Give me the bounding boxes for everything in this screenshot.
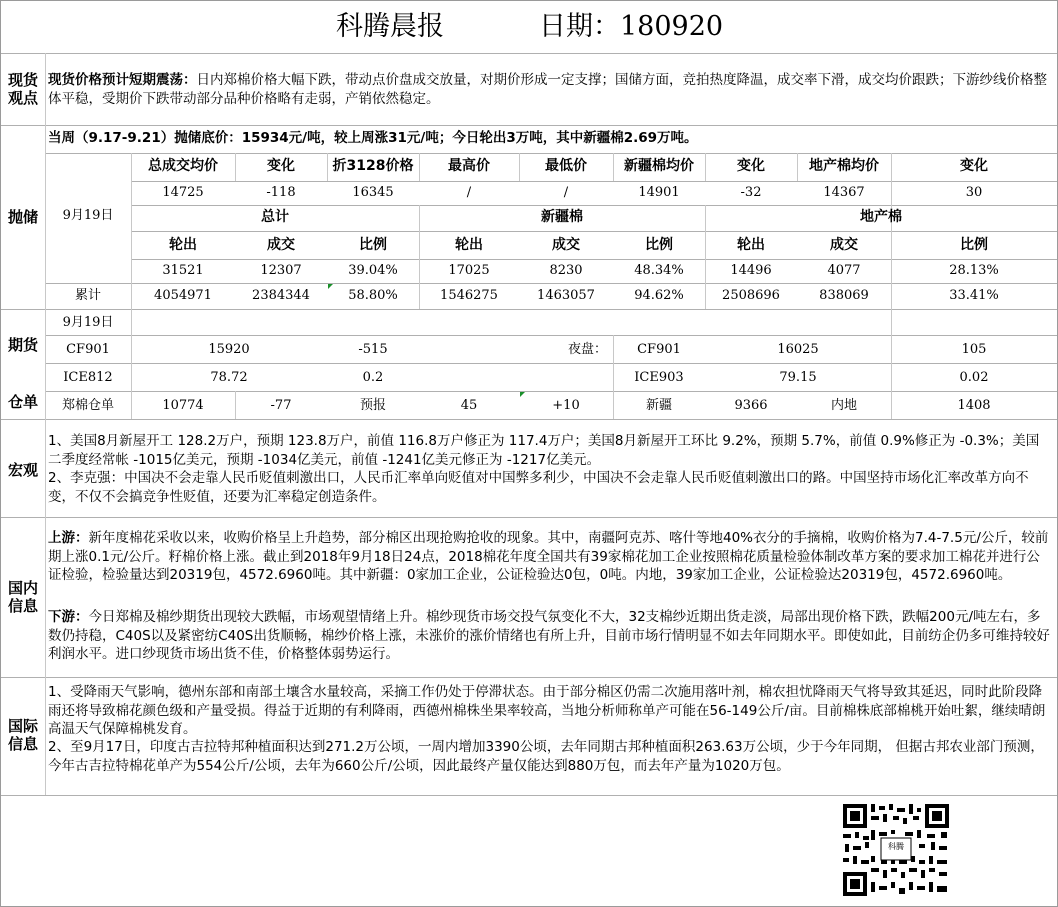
grid-line xyxy=(1,795,1057,796)
header-change: 变化 xyxy=(737,158,765,174)
header-total-avg-price: 总成交均价 xyxy=(148,158,218,174)
night-change: 105 xyxy=(961,342,987,357)
daily-local-offered: 14496 xyxy=(730,263,772,278)
xinjiang-receipts: 9366 xyxy=(734,398,768,413)
grid-line xyxy=(45,53,46,795)
section-warehouse: 仓单 xyxy=(7,393,38,411)
night-price: 16025 xyxy=(777,342,819,357)
subheader-ratio: 比例 xyxy=(359,237,387,253)
futures-contract: CF901 xyxy=(66,342,110,357)
report-name: 科腾晨报 xyxy=(336,11,444,42)
section-domestic: 国内信息 xyxy=(7,579,38,615)
upstream-label: 上游： xyxy=(48,530,89,546)
section-futures: 期货 xyxy=(7,336,38,354)
cumulative-local-offered: 2508696 xyxy=(722,288,780,303)
value-local-avg: 14367 xyxy=(823,185,865,200)
header-max-price: 最高价 xyxy=(448,158,490,174)
daily-local-ratio: 28.13% xyxy=(949,263,999,278)
header-change: 变化 xyxy=(960,158,988,174)
night-session-label: 夜盘： xyxy=(567,342,607,357)
header-change: 变化 xyxy=(267,158,295,174)
upstream-text: 新年度棉花采收以来，收购价格呈上升趋势，部分棉区出现抢购抢收的现象。其中，南疆阿克苏、喀什等地40%衣分的手摘棉，收购价格为7.4-7.5元/公斤，较前期上涨0.1元/公斤。籽棉价格上涨。截止到2018年9月18日24点，2018棉花年度全国共有39家棉花加工企业按照棉花质量检验体制改革方案的要求加工棉花并进行公证检验，检验量达到20319包，4572.6960吨。其中新疆：0家加工企业，公证检验达0包，0吨。内地，39家加工企业，公证检验达20319包，4572.6960吨。 xyxy=(48,530,1049,583)
night-contract: CF901 xyxy=(637,342,681,357)
section-auction: 抛储 xyxy=(7,208,38,226)
grid-line xyxy=(45,363,1057,364)
intl-item-2: 2、至9月17日，印度古吉拉特邦种植面积达到271.2万公顷，一周内增加3390公顷，去年同期古邦种植面积263.63万公顷，少于今年同期， 但据古邦农业部门预测，今年古吉拉特棉花单产为554公斤/公顷，去年为660公斤/公顷，因此最终产量仅能达到880万包，而去年产量为1020万包。 xyxy=(48,739,1044,774)
spot-view-text xyxy=(48,71,1054,108)
subheader-offered: 轮出 xyxy=(455,237,483,253)
subheader-ratio: 比例 xyxy=(960,237,988,253)
group-total: 总计 xyxy=(261,209,289,225)
grid-line xyxy=(45,153,1057,154)
grid-line xyxy=(1,677,1057,678)
grid-line xyxy=(45,391,1057,392)
spot-view-body: 日内郑棉价格大幅下跌，带动点价盘成交放量，对期价形成一定支撑；国储方面，竞拍热度降温，成交率下滑，成交均价跟跌；下游纱线价格整体平稳，受期价下跌带动部分品种价格略有走弱，产销依然稳定。 xyxy=(48,72,1047,107)
grid-line xyxy=(131,231,1057,232)
daily-total-traded: 12307 xyxy=(260,263,302,278)
daily-local-traded: 4077 xyxy=(827,263,861,278)
qr-logo-text: 科腾 xyxy=(888,842,904,851)
grid-line xyxy=(1,419,1057,420)
section-intl: 国际信息 xyxy=(7,717,38,753)
grid-line xyxy=(131,259,1057,260)
downstream-label: 下游： xyxy=(48,609,89,625)
auction-date: 9月19日 xyxy=(62,208,114,223)
value-xinjiang-avg: 14901 xyxy=(638,185,680,200)
auction-summary: 当周（9.17-9.21）抛储底价：15934元/吨，较上周涨31元/吨；今日轮出3万吨，其中新疆棉2.69万吨。 xyxy=(48,130,698,146)
domestic-downstream xyxy=(48,608,1052,664)
spot-view-lead: 现货价格预计短期震荡： xyxy=(48,72,197,88)
header-xinjiang-avg: 新疆棉均价 xyxy=(624,158,694,174)
downstream-text: 今日郑棉及棉纱期货出现较大跌幅，市场观望情绪上升。棉纱现货市场交投气氛变化不大，32支棉纱近期出货走淡，局部出现价格下跌，跌幅200元/吨左右，多数仍持稳，C40S以及紧密纺C40S出货顺畅，棉纱价格上涨，未涨价的涨价情绪也有所上升，目前市场行情明显不如去年同期水平。即使如此，目前纺企仍多可维持较好利润水平。进口纱现货市场出货不佳，价格整体弱势运行。 xyxy=(48,609,1050,662)
value-max-price: / xyxy=(466,185,472,200)
inland-receipts: 1408 xyxy=(957,398,991,413)
value-min-price: / xyxy=(563,185,569,200)
subheader-offered: 轮出 xyxy=(169,237,197,253)
header-min-price: 最低价 xyxy=(545,158,587,174)
daily-xinjiang-traded: 8230 xyxy=(549,263,583,278)
futures-change: -515 xyxy=(358,342,388,357)
daily-total-offered: 31521 xyxy=(162,263,204,278)
warehouse-change: -77 xyxy=(270,398,292,413)
ice-contract-2: ICE903 xyxy=(634,370,684,385)
forecast-change: +10 xyxy=(552,398,580,413)
inland-label: 内地 xyxy=(830,398,857,413)
cumulative-xinjiang-ratio: 94.62% xyxy=(634,288,684,303)
ice-price: 78.72 xyxy=(210,370,248,385)
forecast-value: 45 xyxy=(460,398,478,413)
group-xinjiang: 新疆棉 xyxy=(541,209,583,225)
grid-line xyxy=(131,181,1057,182)
forecast-label: 预报 xyxy=(359,398,386,413)
xinjiang-label: 新疆 xyxy=(645,398,672,413)
ice-change-2: 0.02 xyxy=(959,370,989,385)
cumulative-total-traded: 2384344 xyxy=(252,288,310,303)
header-3128-price: 折3128价格 xyxy=(332,158,414,174)
ice-contract: ICE812 xyxy=(63,370,113,385)
cumulative-local-ratio: 33.41% xyxy=(949,288,999,303)
grid-line xyxy=(1,53,1057,54)
subheader-ratio: 比例 xyxy=(645,237,673,253)
value-change: -118 xyxy=(266,185,296,200)
grid-line xyxy=(1,309,1057,310)
cumulative-xinjiang-traded: 1463057 xyxy=(537,288,595,303)
section-macro: 宏观 xyxy=(7,461,38,479)
warehouse-total: 10774 xyxy=(162,398,204,413)
header-local-avg: 地产棉均价 xyxy=(809,158,879,174)
warehouse-label: 郑棉仓单 xyxy=(61,398,114,413)
domestic-upstream xyxy=(48,529,1052,585)
value-change: -32 xyxy=(740,185,762,200)
macro-item-1: 1、美国8月新屋开工 128.2万户，预期 123.8万户，前值 116.8万户修正为 117.4万户；美国8月新屋开工环比 9.2%，预期 5.7%，前值 0.9%修正为 -0.3%；美国二季度经常帐 -1015亿美元，预期 -1034亿美元，前值 -1241亿美元修正为 -1217亿美元。 xyxy=(48,433,1040,468)
cumulative-local-traded: 838069 xyxy=(819,288,869,303)
daily-xinjiang-ratio: 48.34% xyxy=(634,263,684,278)
report-date: 日期：180920 xyxy=(539,11,724,42)
grid-line xyxy=(1,517,1057,518)
ice-change: 0.2 xyxy=(362,370,384,385)
section-spot: 现货观点 xyxy=(7,71,38,107)
ice-price-2: 79.15 xyxy=(779,370,817,385)
intl-item-1: 1、受降雨天气影响，德州东部和南部土壤含水量较高，采摘工作仍处于停滞状态。由于部分棉区仍需二次施用落叶剂，棉农担忧降雨天气将导致其延迟，同时此阶段降雨还将导致棉花颜色级和产量受损。得益于近期的有利降雨，西德州棉株坐果率较高，当地分析师称单产可能在56-149公斤/亩。目前棉株底部棉桃开始吐絮，继续晴朗高温天气保障棉桃发育。 xyxy=(48,684,1046,737)
group-local: 地产棉 xyxy=(860,209,902,225)
subheader-traded: 成交 xyxy=(552,237,580,253)
value-total-avg-price: 14725 xyxy=(162,185,204,200)
cumulative-total-ratio: 58.80% xyxy=(348,288,398,303)
cumulative-label: 累计 xyxy=(74,288,101,303)
futures-price: 15920 xyxy=(208,342,250,357)
grid-line xyxy=(1,125,1057,126)
subheader-offered: 轮出 xyxy=(737,237,765,253)
futures-date: 9月19日 xyxy=(62,315,114,330)
grid-line xyxy=(45,335,1057,336)
cumulative-xinjiang-offered: 1546275 xyxy=(440,288,498,303)
grid-line xyxy=(45,283,1057,284)
daily-xinjiang-offered: 17025 xyxy=(448,263,490,278)
subheader-traded: 成交 xyxy=(830,237,858,253)
daily-total-ratio: 39.04% xyxy=(348,263,398,278)
grid-line xyxy=(131,205,1057,206)
report-title xyxy=(1,7,1057,47)
subheader-traded: 成交 xyxy=(267,237,295,253)
macro-item-2: 2、李克强：中国决不会走靠人民币贬值刺激出口，人民币汇率单向贬值对中国弊多利少，中国决不会走靠人民币贬值刺激出口的路。中国坚持市场化汇率改革方向不变，不仅不会搞竞争性贬值，还要为汇率稳定创造条件。 xyxy=(48,470,1029,505)
cumulative-total-offered: 4054971 xyxy=(154,288,212,303)
value-change: 30 xyxy=(965,185,983,200)
value-3128-price: 16345 xyxy=(352,185,394,200)
